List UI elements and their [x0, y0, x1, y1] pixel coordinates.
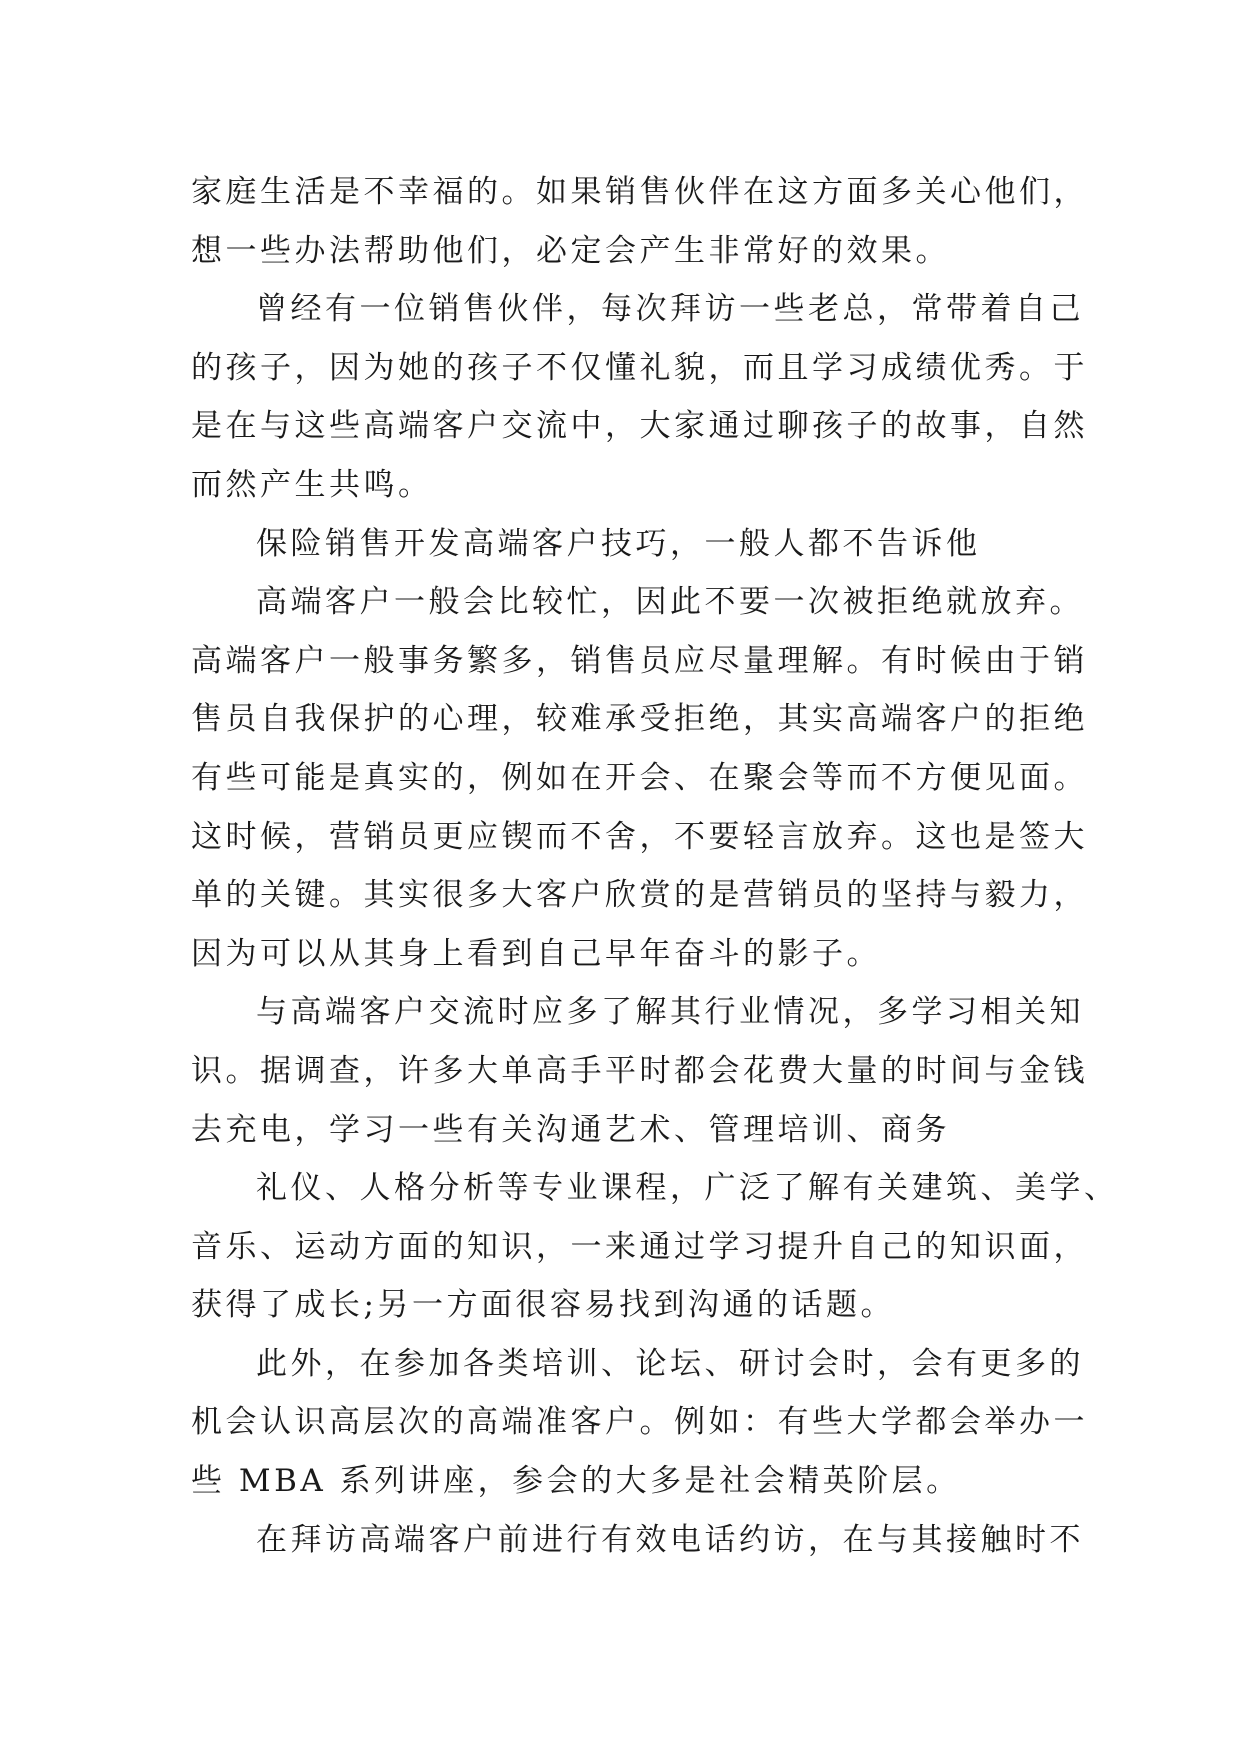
- text-line: 在拜访高端客户前进行有效电话约访，在与其接触时不: [256, 1521, 1084, 1558]
- text-line: 有些可能是真实的，例如在开会、在聚会等而不方便见面。: [191, 759, 1088, 796]
- text-line: 这时候，营销员更应锲而不舍，不要轻言放弃。这也是签大: [191, 818, 1088, 855]
- text-line: 想一些办法帮助他们，必定会产生非常好的效果。: [191, 232, 950, 269]
- document-body: [191, 163, 1119, 1569]
- text-line: 些 MBA 系列讲座，参会的大多是社会精英阶层。: [191, 1463, 961, 1500]
- text-line: 获得了成长;另一方面很容易找到沟通的话题。: [191, 1287, 895, 1324]
- text-line: 因为可以从其身上看到自己早年奋斗的影子。: [191, 935, 881, 972]
- text-line: 而然产生共鸣。: [191, 466, 433, 503]
- text-line: 是在与这些高端客户交流中，大家通过聊孩子的故事，自然: [191, 408, 1088, 445]
- text-line: 去充电，学习一些有关沟通艺术、管理培训、商务: [191, 1111, 950, 1148]
- text-line: 与高端客户交流时应多了解其行业情况，多学习相关知: [256, 994, 1084, 1031]
- text-line: 礼仪、人格分析等专业课程，广泛了解有关建筑、美学、: [256, 1170, 1119, 1207]
- text-line: 的孩子，因为她的孩子不仅懂礼貌，而且学习成绩优秀。于: [191, 349, 1088, 386]
- text-line: 音乐、运动方面的知识，一来通过学习提升自己的知识面，: [191, 1228, 1088, 1265]
- text-line: 保险销售开发高端客户技巧，一般人都不告诉他: [256, 525, 981, 562]
- text-line: 家庭生活是不幸福的。如果销售伙伴在这方面多关心他们，: [191, 174, 1088, 210]
- text-line: 单的关键。其实很多大客户欣赏的是营销员的坚持与毅力，: [191, 877, 1088, 914]
- text-line: 此外，在参加各类培训、论坛、研讨会时，会有更多的: [256, 1345, 1084, 1382]
- text-line: 高端客户一般会比较忙，因此不要一次被拒绝就放弃。: [256, 584, 1084, 621]
- text-line: 机会认识高层次的高端准客户。例如：有些大学都会举办一: [191, 1404, 1088, 1441]
- text-line: 售员自我保护的心理，较难承受拒绝，其实高端客户的拒绝: [191, 701, 1088, 738]
- text-line: 识。据调查，许多大单高手平时都会花费大量的时间与金钱: [191, 1052, 1088, 1089]
- text-line: 高端客户一般事务繁多，销售员应尽量理解。有时候由于销: [191, 642, 1088, 679]
- text-line: 曾经有一位销售伙伴，每次拜访一些老总，常带着自己: [256, 291, 1084, 328]
